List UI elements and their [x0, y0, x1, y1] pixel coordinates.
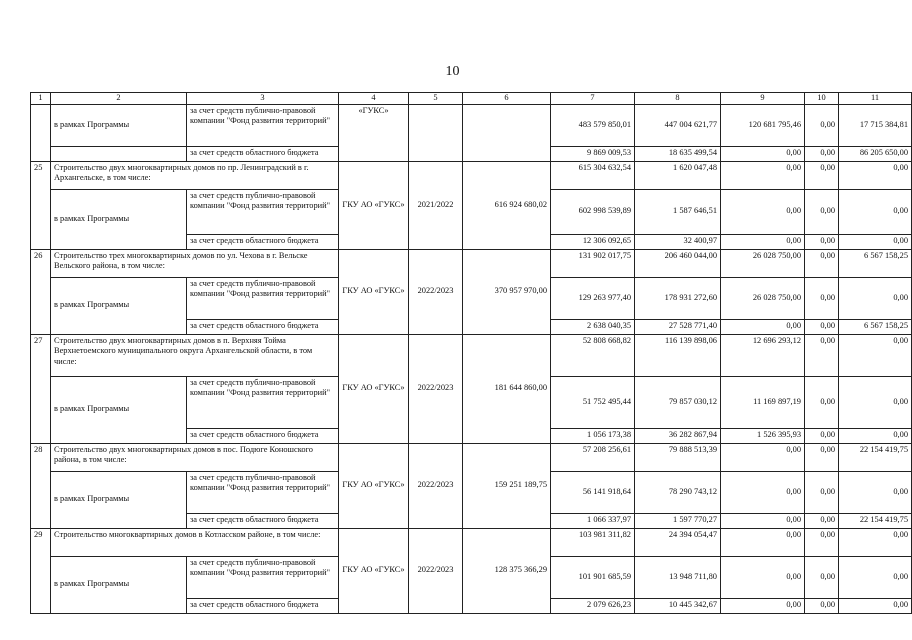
value-cell: 131 902 017,75: [551, 249, 635, 277]
value-cell: 1 056 173,38: [551, 428, 635, 443]
value-cell: 0,00: [805, 334, 839, 376]
value-cell: 0,00: [721, 598, 805, 613]
value-cell: 602 998 539,89: [551, 189, 635, 234]
cost-cell: 370 957 970,00: [463, 249, 551, 334]
item-title: Строительство трех многоквартирных домов по ул. Чехова в г. Вельске Вельского района, в том числе:: [51, 249, 339, 277]
source-label: за счет средств публично-правовой компании "Фонд развития территорий": [187, 104, 339, 146]
table-row: [31, 334, 912, 376]
page-number: 10: [445, 64, 460, 79]
value-cell: 0,00: [839, 428, 912, 443]
value-cell: 10 445 342,67: [635, 598, 721, 613]
value-cell: 120 681 795,46: [721, 104, 805, 146]
value-cell: 0,00: [805, 189, 839, 234]
table-row: [31, 528, 912, 556]
value-cell: 483 579 850,01: [551, 104, 635, 146]
value-cell: 52 808 668,82: [551, 334, 635, 376]
source-label: за счет средств публично-правовой компании "Фонд развития территорий": [187, 471, 339, 513]
organization-cell: ГКУ АО «ГУКС»: [339, 528, 409, 613]
source-label: за счет средств публично-правовой компании "Фонд развития территорий": [187, 376, 339, 428]
value-cell: 0,00: [839, 234, 912, 249]
value-cell: 57 208 256,61: [551, 443, 635, 471]
value-cell: 0,00: [839, 598, 912, 613]
value-cell: 22 154 419,75: [839, 513, 912, 528]
value-cell: 36 282 867,94: [635, 428, 721, 443]
value-cell: 26 028 750,00: [721, 249, 805, 277]
item-number: 29: [31, 528, 51, 613]
value-cell: 0,00: [839, 277, 912, 319]
source-label: за счет средств областного бюджета: [187, 513, 339, 528]
column-header-row: [31, 93, 912, 105]
period-cell: 2022/2023: [409, 443, 463, 528]
organization-cell: «ГУКС»: [339, 104, 409, 161]
value-cell: 27 528 771,40: [635, 319, 721, 334]
column-header: 4: [339, 93, 409, 105]
period-cell: 2021/2022: [409, 161, 463, 249]
value-cell: 17 715 384,81: [839, 104, 912, 146]
item-number: 28: [31, 443, 51, 528]
item-number: 26: [31, 249, 51, 334]
cost-cell: [463, 104, 551, 161]
value-cell: 0,00: [805, 249, 839, 277]
value-cell: 0,00: [839, 189, 912, 234]
program-label: в рамках Программы: [51, 104, 187, 146]
value-cell: 0,00: [805, 428, 839, 443]
value-cell: 2 638 040,35: [551, 319, 635, 334]
program-label: в рамках Программы: [51, 277, 187, 334]
source-label: за счет средств публично-правовой компании "Фонд развития территорий": [187, 277, 339, 319]
source-label: за счет средств публично-правовой компании "Фонд развития территорий": [187, 189, 339, 234]
column-header: 10: [805, 93, 839, 105]
item-title: Строительство двух многоквартирных домов в пос. Подюге Коношского района, в том числе:: [51, 443, 339, 471]
program-label: в рамках Программы: [51, 376, 187, 443]
table-row: [31, 104, 912, 146]
item-title: Строительство двух многоквартирных домов по пр. Ленинградский в г. Архангельске, в том числе:: [51, 161, 339, 189]
value-cell: 0,00: [805, 556, 839, 598]
value-cell: 51 752 495,44: [551, 376, 635, 428]
item-number-cell: [31, 104, 51, 161]
value-cell: 79 857 030,12: [635, 376, 721, 428]
value-cell: 0,00: [721, 471, 805, 513]
value-cell: 0,00: [805, 598, 839, 613]
column-header: 5: [409, 93, 463, 105]
value-cell: 0,00: [721, 161, 805, 189]
value-cell: 32 400,97: [635, 234, 721, 249]
source-label: за счет средств областного бюджета: [187, 146, 339, 161]
value-cell: 0,00: [721, 234, 805, 249]
value-cell: 0,00: [805, 443, 839, 471]
source-label: за счет средств областного бюджета: [187, 319, 339, 334]
column-header: 7: [551, 93, 635, 105]
value-cell: 0,00: [805, 104, 839, 146]
value-cell: 103 981 311,82: [551, 528, 635, 556]
value-cell: 22 154 419,75: [839, 443, 912, 471]
source-label: за счет средств областного бюджета: [187, 234, 339, 249]
column-header: 9: [721, 93, 805, 105]
column-header: 6: [463, 93, 551, 105]
value-cell: 0,00: [805, 319, 839, 334]
value-cell: 101 901 685,59: [551, 556, 635, 598]
financing-table: [30, 92, 912, 614]
program-label: в рамках Программы: [51, 556, 187, 613]
period-cell: 2022/2023: [409, 528, 463, 613]
value-cell: 9 869 009,53: [551, 146, 635, 161]
value-cell: 129 263 977,40: [551, 277, 635, 319]
cost-cell: 616 924 680,02: [463, 161, 551, 249]
value-cell: 0,00: [839, 556, 912, 598]
program-label: в рамках Программы: [51, 471, 187, 528]
program-cell-empty: [51, 146, 187, 161]
value-cell: 0,00: [839, 376, 912, 428]
table-row: [31, 249, 912, 277]
period-cell: 2022/2023: [409, 334, 463, 443]
value-cell: 0,00: [805, 513, 839, 528]
value-cell: 0,00: [839, 334, 912, 376]
value-cell: 13 948 711,80: [635, 556, 721, 598]
program-label: в рамках Программы: [51, 189, 187, 249]
source-label: за счет средств публично-правовой компании "Фонд развития территорий": [187, 556, 339, 598]
value-cell: 78 290 743,12: [635, 471, 721, 513]
source-label: за счет средств областного бюджета: [187, 598, 339, 613]
value-cell: 86 205 650,00: [839, 146, 912, 161]
column-header: 11: [839, 93, 912, 105]
value-cell: 0,00: [805, 471, 839, 513]
item-number: 25: [31, 161, 51, 249]
organization-cell: ГКУ АО «ГУКС»: [339, 161, 409, 249]
value-cell: 12 306 092,65: [551, 234, 635, 249]
value-cell: 0,00: [839, 471, 912, 513]
column-header: 3: [187, 93, 339, 105]
source-label: за счет средств областного бюджета: [187, 428, 339, 443]
value-cell: 12 696 293,12: [721, 334, 805, 376]
period-cell: 2022/2023: [409, 249, 463, 334]
item-title: Строительство многоквартирных домов в Котласском районе, в том числе:: [51, 528, 339, 556]
table-row: [31, 443, 912, 471]
value-cell: 0,00: [721, 319, 805, 334]
value-cell: 0,00: [805, 528, 839, 556]
cost-cell: 181 644 860,00: [463, 334, 551, 443]
item-number: 27: [31, 334, 51, 443]
value-cell: 1 587 646,51: [635, 189, 721, 234]
item-title: Строительство двух многоквартирных домов в п. Верхняя Тойма Верхнетоемского муниципального округа Архангельской области, в том числе:: [51, 334, 339, 376]
value-cell: 2 079 626,23: [551, 598, 635, 613]
cost-cell: 128 375 366,29: [463, 528, 551, 613]
value-cell: 26 028 750,00: [721, 277, 805, 319]
column-header: 1: [31, 93, 51, 105]
value-cell: 79 888 513,39: [635, 443, 721, 471]
value-cell: 56 141 918,64: [551, 471, 635, 513]
value-cell: 0,00: [805, 161, 839, 189]
value-cell: 0,00: [839, 161, 912, 189]
value-cell: 206 460 044,00: [635, 249, 721, 277]
value-cell: 1 597 770,27: [635, 513, 721, 528]
value-cell: 0,00: [805, 376, 839, 428]
value-cell: 0,00: [721, 528, 805, 556]
period-cell: [409, 104, 463, 161]
value-cell: 1 526 395,93: [721, 428, 805, 443]
value-cell: 0,00: [721, 513, 805, 528]
cost-cell: 159 251 189,75: [463, 443, 551, 528]
value-cell: 447 004 621,77: [635, 104, 721, 146]
value-cell: 24 394 054,47: [635, 528, 721, 556]
organization-cell: ГКУ АО «ГУКС»: [339, 334, 409, 443]
value-cell: 116 139 898,06: [635, 334, 721, 376]
value-cell: 0,00: [805, 146, 839, 161]
value-cell: 0,00: [839, 528, 912, 556]
value-cell: 1 620 047,48: [635, 161, 721, 189]
value-cell: 18 635 499,54: [635, 146, 721, 161]
value-cell: 178 931 272,60: [635, 277, 721, 319]
table-row: [31, 161, 912, 189]
value-cell: 0,00: [805, 234, 839, 249]
value-cell: 0,00: [721, 443, 805, 471]
column-header: 2: [51, 93, 187, 105]
organization-cell: ГКУ АО «ГУКС»: [339, 443, 409, 528]
value-cell: 0,00: [721, 189, 805, 234]
value-cell: 6 567 158,25: [839, 249, 912, 277]
value-cell: 6 567 158,25: [839, 319, 912, 334]
value-cell: 0,00: [721, 556, 805, 598]
column-header: 8: [635, 93, 721, 105]
value-cell: 1 066 337,97: [551, 513, 635, 528]
organization-cell: ГКУ АО «ГУКС»: [339, 249, 409, 334]
value-cell: 0,00: [805, 277, 839, 319]
value-cell: 0,00: [721, 146, 805, 161]
value-cell: 11 169 897,19: [721, 376, 805, 428]
value-cell: 615 304 632,54: [551, 161, 635, 189]
